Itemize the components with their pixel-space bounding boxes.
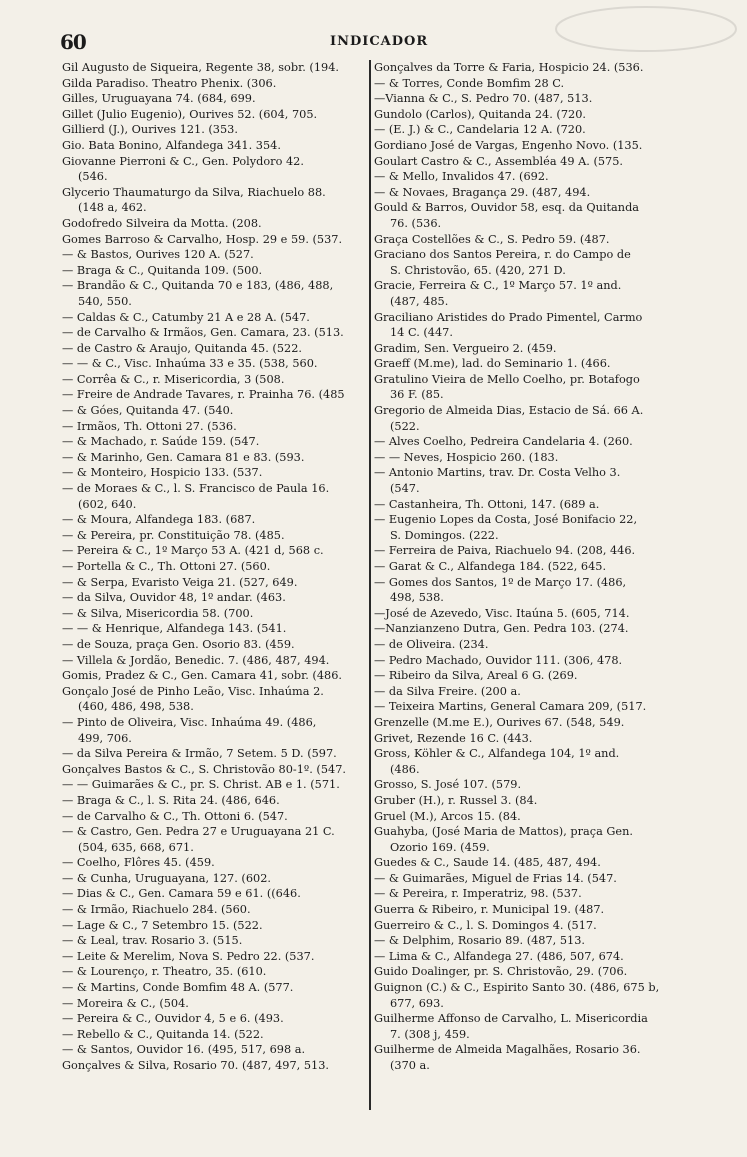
directory-entry: — da Silva Freire. (200 a. [374, 684, 521, 698]
directory-entry: Grosso, S. José 107. (579. [374, 778, 522, 792]
directory-entry: — da Silva Pereira & Irmão, 7 Setem. 5 D. (597. [62, 747, 337, 761]
entry-continuation: (522. [390, 419, 420, 433]
directory-entry: Guerra & Ribeiro, r. Municipal 19. (487. [374, 903, 605, 917]
directory-entry: Gordiano José de Vargas, Engenho Novo. (135. [374, 138, 643, 152]
directory-entry: — & Moura, Alfandega 183. (687. [62, 513, 256, 527]
directory-entry: — & Santos, Ouvidor 16. (495, 517, 698 a. [62, 1043, 306, 1057]
directory-entry: — de Castro & Araujo, Quitanda 45. (522. [62, 341, 302, 355]
directory-entry: —Vianna & C., S. Pedro 70. (487, 513. [374, 92, 593, 106]
directory-entry: Gomes Barroso & Carvalho, Hosp. 29 e 59. (537. [62, 232, 343, 246]
entry-continuation: (486. [390, 762, 420, 776]
directory-entry: — Lage & C., 7 Setembro 15. (522. [62, 918, 263, 932]
entry-continuation: (504, 635, 668, 671. [78, 840, 194, 854]
entry-continuation: (602, 640. [78, 497, 137, 511]
directory-entry: — Ferreira de Paiva, Riachuelo 94. (208, 446. [374, 544, 636, 558]
entry-continuation: (460, 486, 498, 538. [78, 700, 194, 714]
directory-entry: — (E. J.) & C., Candelaria 12 A. (720. [374, 123, 586, 137]
directory-entry: — de Moraes & C., l. S. Francisco de Paula 16. [62, 482, 330, 496]
directory-entry: Guilherme de Almeida Magalhães, Rosario 36. [374, 1043, 641, 1057]
directory-entry: — Moreira & C., (504. [62, 996, 189, 1010]
directory-entry: — & Serpa, Evaristo Veiga 21. (527, 649. [62, 575, 298, 589]
directory-entry: — Garat & C., Alfandega 184. (522, 645. [374, 560, 607, 573]
directory-entry: — Braga & C., l. S. Rita 24. (486, 646. [62, 793, 280, 807]
directory-entry: — Eugenio Lopes da Costa, José Bonifacio 22, [374, 513, 638, 527]
entry-continuation: 540, 550. [78, 294, 132, 308]
directory-entry: — & Marinho, Gen. Camara 81 e 83. (593. [62, 450, 305, 464]
entry-continuation: 677, 693. [390, 996, 444, 1010]
directory-entry: Guido Doalinger, pr. S. Christovão, 29. (706. [374, 965, 628, 979]
directory-entry: Guedes & C., Saude 14. (485, 487, 494. [374, 856, 601, 870]
directory-entry: Gil Augusto de Siqueira, Regente 38, sobr. (194. [62, 61, 339, 74]
directory-entry: — & Silva, Misericordia 58. (700. [62, 606, 254, 620]
directory-entry: — & Irmão, Riachuelo 284. (560. [62, 903, 251, 917]
directory-entry: — Portella & C., Th. Ottoni 27. (560. [62, 560, 271, 573]
directory-entry: Gratulino Vieira de Mello Coelho, pr. Botafogo [374, 372, 640, 386]
directory-entry: — & Leal, trav. Rosario 3. (515. [62, 934, 243, 948]
directory-entry: Grenzelle (M.me E.), Ourives 67. (548, 549. [374, 715, 625, 729]
directory-entry: Gracie, Ferreira & C., 1º Março 57. 1º and. [374, 279, 622, 293]
directory-entry: Guignon (C.) & C., Espirito Santo 30. (486, 675 b, [374, 981, 660, 995]
directory-entry: — Pedro Machado, Ouvidor 111. (306, 478. [374, 653, 623, 667]
directory-entry: —Nanzianzeno Dutra, Gen. Pedra 103. (274. [374, 622, 629, 636]
directory-entry: — Pereira & C., 1º Março 53 A. (421 d, 568 c. [62, 544, 324, 558]
directory-entry: Gould & Barros, Ouvidor 58, esq. da Quitanda [374, 201, 640, 215]
entry-continuation: (547. [390, 482, 420, 496]
entry-continuation: 7. (308 j, 459. [390, 1027, 470, 1041]
entry-continuation: 14 C. (447. [390, 326, 453, 340]
entry-continuation: 36 F. (85. [390, 388, 444, 402]
directory-entry: — & Martins, Conde Bomfim 48 A. (577. [62, 981, 294, 995]
directory-entry: Gradim, Sen. Vergueiro 2. (459. [374, 341, 557, 355]
entry-continuation: (148 a, 462. [78, 201, 147, 215]
directory-entry: — — Guimarães & C., pr. S. Christ. AB e 1. (571. [62, 778, 340, 792]
directory-entry: Gundolo (Carlos), Quitanda 24. (720. [374, 107, 586, 121]
directory-entry: — Dias & C., Gen. Camara 59 e 61. ((646. [62, 887, 301, 901]
directory-entry: — — Neves, Hospicio 260. (183. [374, 450, 559, 464]
directory-entry: — Lima & C., Alfandega 27. (486, 507, 674. [374, 949, 624, 963]
directory-entry: Gonçalo José de Pinho Leão, Visc. Inhaúma 2. [62, 684, 324, 698]
directory-entry: — Teixeira Martins, General Camara 209, (517. [374, 700, 647, 714]
directory-entry: Godofredo Silveira da Motta. (208. [62, 216, 262, 230]
directory-entry: Glycerio Thaumaturgo da Silva, Riachuelo 88. [62, 185, 326, 199]
directory-entry: — Antonio Martins, trav. Dr. Costa Velho 3. [374, 466, 621, 480]
directory-entry: — Corrêa & C., r. Misericordia, 3 (508. [62, 372, 285, 386]
directory-entry: — Irmãos, Th. Ottoni 27. (536. [62, 419, 237, 433]
directory-entry: — Ribeiro da Silva, Areal 6 G. (269. [374, 669, 578, 683]
directory-entry: Gross, Köhler & C., Alfandega 104, 1º and. [374, 747, 620, 761]
directory-entry: — & Cunha, Uruguayana, 127. (602. [62, 871, 271, 885]
directory-entry: Gruel (M.), Arcos 15. (84. [374, 809, 521, 823]
directory-entry: Graciano dos Santos Pereira, r. do Campo de [374, 248, 631, 262]
directory-entry: Gruber (H.), r. Russel 3. (84. [374, 793, 538, 807]
directory-entry: Guerreiro & C., l. S. Domingos 4. (517. [374, 918, 597, 932]
directory-entry: — & Monteiro, Hospicio 133. (537. [62, 466, 263, 480]
directory-entry: — Freire de Andrade Tavares, r. Prainha 76. (485 [62, 388, 345, 402]
directory-entry: Graça Costellões & C., S. Pedro 59. (487. [374, 232, 610, 246]
directory-entry: — — & C., Visc. Inhaúma 33 e 35. (538, 560. [62, 357, 318, 371]
page-header [60, 30, 729, 54]
directory-entry: — & Lourenço, r. Theatro, 35. (610. [62, 965, 267, 979]
directory-entry: Gregorio de Almeida Dias, Estacio de Sá. 66 A. [374, 404, 644, 418]
column-divider [369, 60, 371, 1110]
directory-entry: Goulart Castro & C., Assembléa 49 A. (575. [374, 154, 624, 168]
directory-entry: — Villela & Jordão, Benedic. 7. (486, 487, 494. [62, 653, 330, 667]
directory-entry: — Pinto de Oliveira, Visc. Inhaúma 49. (486, [62, 715, 317, 729]
directory-entry: Gio. Bata Bonino, Alfandega 341. 354. [62, 138, 281, 152]
directory-entry: — Castanheira, Th. Ottoni, 147. (689 a. [374, 497, 600, 511]
directory-entry: — de Carvalho & Irmãos, Gen. Camara, 23. (513. [62, 326, 344, 340]
entry-continuation: 499, 706. [78, 731, 132, 745]
directory-entry: — & Bastos, Ourives 120 A. (527. [62, 248, 254, 262]
directory-entry: Guahyba, (José Maria de Mattos), praça Gen. [374, 825, 633, 839]
directory-entry: Grivet, Rezende 16 C. (443. [374, 731, 533, 745]
directory-entry: Gonçalves da Torre & Faria, Hospicio 24. (536. [374, 61, 644, 74]
running-head: INDICADOR [330, 34, 429, 49]
right-column [374, 60, 730, 1074]
directory-entry: Graciliano Aristides do Prado Pimentel, Carmo [374, 310, 643, 324]
entry-continuation: S. Christovão, 65. (420, 271 D. [390, 263, 566, 277]
directory-entry: Guilherme Affonso de Carvalho, L. Misericordia [374, 1012, 648, 1026]
directory-entry: — Coelho, Flôres 45. (459. [62, 856, 215, 870]
directory-entry: — & Guimarães, Miguel de Frias 14. (547. [374, 871, 617, 885]
directory-entry: Graeff (M.me), lad. do Seminario 1. (466. [374, 357, 611, 371]
directory-entry: — Rebello & C., Quitanda 14. (522. [62, 1027, 264, 1041]
directory-entry: — & Pereira, r. Imperatriz, 98. (537. [374, 887, 582, 901]
directory-entry: — Caldas & C., Catumby 21 A e 28 A. (547. [62, 310, 310, 324]
entry-continuation: S. Domingos. (222. [390, 528, 499, 542]
directory-entry: — da Silva, Ouvidor 48, 1º andar. (463. [62, 591, 286, 605]
directory-entry: Gilles, Uruguayana 74. (684, 699. [62, 92, 256, 106]
directory-entry: Gilda Paradiso. Theatro Phenix. (306. [62, 76, 277, 90]
entry-continuation: 76. (536. [390, 216, 442, 230]
directory-entry: Gillet (Julio Eugenio), Ourives 52. (604, 705. [62, 107, 318, 121]
directory-entry: — & Torres, Conde Bomfim 28 C. [374, 76, 565, 90]
entry-continuation: 498, 538. [390, 591, 444, 605]
directory-entry: Giovanne Pierroni & C., Gen. Polydoro 42. [62, 154, 304, 168]
directory-entry: — de Carvalho & C., Th. Ottoni 6. (547. [62, 809, 288, 823]
directory-entry: Gonçalves Bastos & C., S. Christovão 80-1º. (547. [62, 762, 346, 776]
directory-entry: —José de Azevedo, Visc. Itaúna 5. (605, 714. [374, 606, 630, 620]
directory-entry: — & Castro, Gen. Pedra 27 e Uruguayana 21 C. [62, 825, 335, 839]
directory-entry: — de Oliveira. (234. [374, 637, 489, 651]
directory-entry: — Alves Coelho, Pedreira Candelaria 4. (260. [374, 435, 633, 449]
directory-entry: — & Góes, Quitanda 47. (540. [62, 404, 234, 418]
directory-entry: Gomis, Pradez & C., Gen. Camara 41, sobr. (486. [62, 669, 342, 683]
directory-entry: — Gomes dos Santos, 1º de Março 17. (486, [374, 575, 627, 589]
entry-continuation: (546. [78, 170, 108, 184]
directory-entry: — de Souza, praça Gen. Osorio 83. (459. [62, 637, 295, 651]
page-number: 60 [60, 30, 86, 54]
directory-entry: Gonçalves & Silva, Rosario 70. (487, 497, 513. [62, 1059, 329, 1072]
directory-entry: — & Delphim, Rosario 89. (487, 513. [374, 934, 586, 948]
entry-continuation: (370 a. [390, 1059, 430, 1072]
directory-entry: — Braga & C., Quitanda 109. (500. [62, 263, 263, 277]
directory-entry: — — & Henrique, Alfandega 143. (541. [62, 622, 287, 636]
entry-continuation: Ozorio 169. (459. [390, 840, 490, 854]
directory-entry: — Pereira & C., Ouvidor 4, 5 e 6. (493. [62, 1012, 284, 1026]
entry-continuation: (487, 485. [390, 294, 449, 308]
directory-entry: — & Machado, r. Saúde 159. (547. [62, 435, 260, 449]
directory-entry: — & Novaes, Bragança 29. (487, 494. [374, 185, 591, 199]
directory-entry: Gillierd (J.), Ourives 121. (353. [62, 123, 238, 137]
left-column [62, 60, 367, 1074]
directory-entry: — Brandão & C., Quitanda 70 e 183, (486, 488, [62, 279, 334, 293]
directory-entry: — & Pereira, pr. Constituição 78. (485. [62, 528, 285, 542]
directory-entry: — Leite & Merelim, Nova S. Pedro 22. (537. [62, 949, 315, 963]
directory-entry: — & Mello, Invalidos 47. (692. [374, 170, 549, 184]
